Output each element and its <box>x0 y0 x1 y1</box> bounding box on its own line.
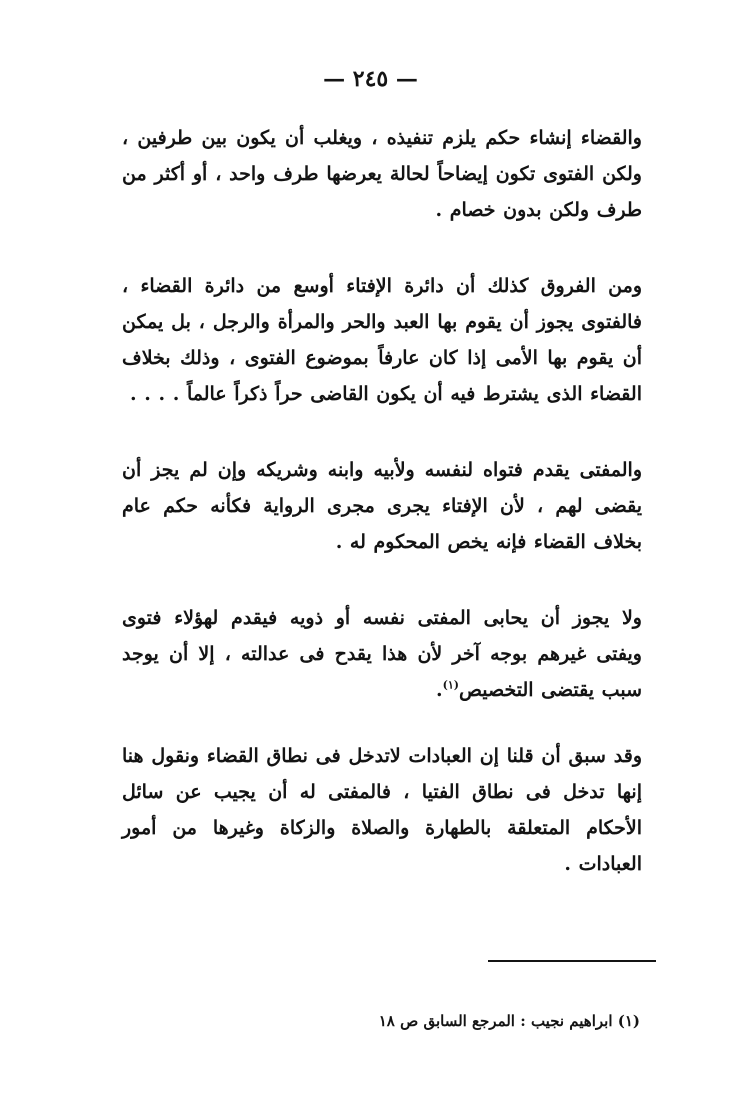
footnote: (١) ابراهيم نجيب : المرجع السابق ص ١٨ <box>378 1012 640 1030</box>
footnote-reference: (١) <box>442 678 459 692</box>
paragraph-3: والمفتى يقدم فتواه لنفسه ولأبيه وابنه وشريكه وإن لم يجز أن يقضى لهم ، لأن الإفتاء يجرى مجرى الرواية فكأنه حكم عام بخلاف القضاء فإنه يخص المحكوم له . <box>122 459 642 553</box>
paragraph-2: ومن الفروق كذلك أن دائرة الإفتاء أوسع من دائرة القضاء ، فالفتوى يجوز أن يقوم بها العبد والحر والمرأة والرجل ، بل يمكن أن يقوم بها الأمى إذا كان عارفاً بموضوع الفتوى ، وذلك بخلاف القضاء الذى يشترط فيه أن يكون القاضى حراً ذكراً عالماً . . . . <box>122 275 642 405</box>
paragraph-4 <box>122 600 642 708</box>
paragraph-5: وقد سبق أن قلنا إن العبادات لاتدخل فى نطاق القضاء ونقول هنا إنها تدخل فى نطاق الفتيا ، فالمفتى له أن يجيب عن سائل الأحكام المتعلقة بالطهارة والصلاة والزكاة وغيرها من أمور العبادات . <box>122 745 642 875</box>
paragraph-4-text: ولا يجوز أن يحابى المفتى نفسه أو ذويه فيقدم لهؤلاء فتوى ويفتى غيرهم بوجه آخر لأن هذا يقدح فى عدالته ، إلا أن يوجد سبب يقتضى التخصيص <box>122 607 642 701</box>
body-text <box>122 120 642 922</box>
page-number: — ٢٤٥ — <box>323 66 418 92</box>
paragraph-4-end: . <box>435 679 443 701</box>
paragraph-1: والقضاء إنشاء حكم يلزم تنفيذه ، ويغلب أن يكون بين طرفين ، ولكن الفتوى تكون إيضاحاً لحالة يعرضها طرف واحد ، أو أكثر من طرف ولكن بدون خصام . <box>122 127 642 221</box>
footnote-divider <box>488 960 656 962</box>
